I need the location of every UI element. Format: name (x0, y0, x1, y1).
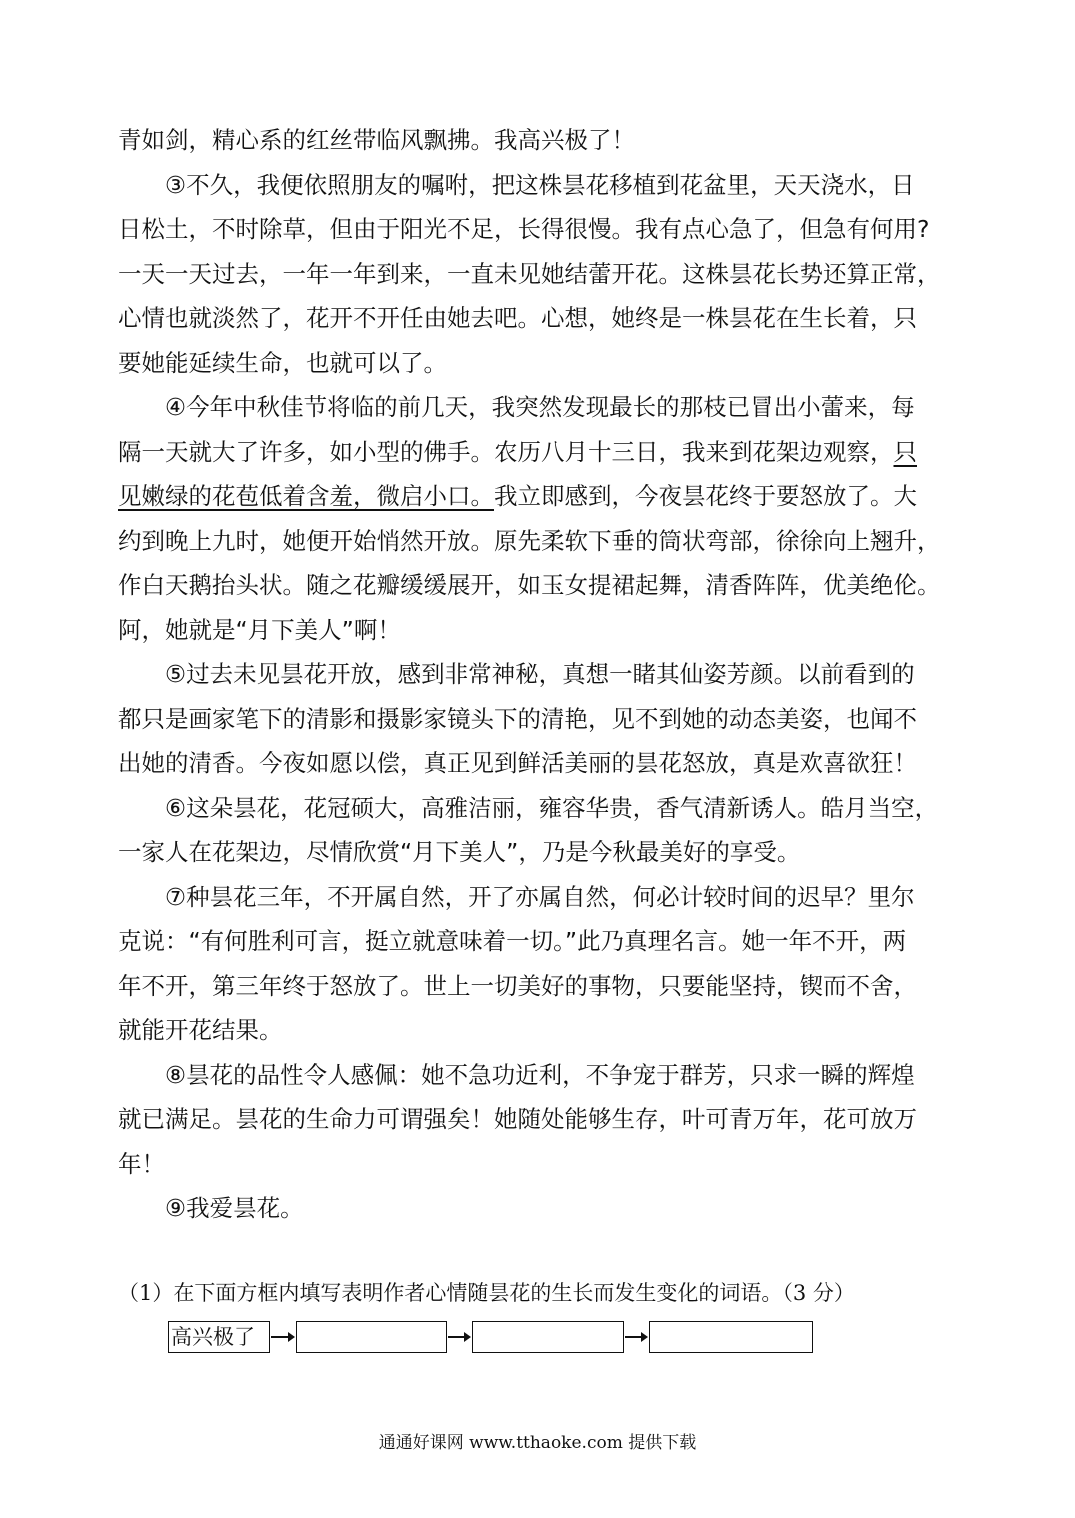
article-body (118, 118, 960, 1231)
paragraph-line: 阿，她就是“月下美人”啊！ (118, 615, 401, 644)
answer-box-1[interactable] (296, 1321, 447, 1353)
paragraph-line: 就能开花结果。 (118, 1016, 283, 1044)
paragraph-line: ⑥这朵昙花，花冠硕大，高雅洁丽，雍容华贵，香气清新诱人。皓月当空， (165, 793, 939, 822)
underlined-sentence: 只 (893, 437, 917, 466)
paragraph-line (118, 474, 960, 519)
paragraph-line: 青如剑，精心系的红丝带临风飘拂。我高兴极了！ (118, 126, 635, 154)
arrow-right-icon (625, 1336, 646, 1338)
paragraph-line: ④今年中秋佳节将临的前几天，我突然发现最长的那枝已冒出小蕾来，每 (165, 393, 915, 421)
question-text: （1）在下面方框内填写表明作者心情随昙花的生长而发生变化的词语。（3 分） (118, 1281, 855, 1305)
paragraph-line: 作白天鹅抬头状。随之花瓣缓缓展开，如玉女提裙起舞，清香阵阵，优美绝伦。 (118, 571, 941, 599)
paragraph-line: 年不开，第三年终于怒放了。世上一切美好的事物，只要能坚持，锲而不舍， (118, 971, 917, 1000)
underlined-sentence: 见嫩绿的花苞低着含羞，微启小口。 (118, 482, 494, 510)
paragraph-line: 约到晚上九时，她便开始悄然开放。原先柔软下垂的筒状弯部，徐徐向上翘升， (118, 526, 941, 555)
paragraph-line: 出她的清香。今夜如愿以偿，真正见到鲜活美丽的昙花怒放，真是欢喜欲狂！ (118, 749, 917, 777)
paragraph-line: ⑨我爱昙花。 (165, 1194, 304, 1222)
paragraph-line: 一家人在花架边，尽情欣赏“月下美人”，乃是今秋最美好的享受。 (118, 838, 801, 866)
paragraph-line: 就已满足。昙花的生命力可谓强矣！她随处能够生存，叶可青万年，花可放万 (118, 1105, 917, 1133)
paragraph-line: 一天一天过去，一年一年到来，一直未见她结蕾开花。这株昙花长势还算正常， (118, 259, 941, 288)
first-mood-box: 高兴极了 (168, 1321, 270, 1353)
answer-flow (168, 1321, 828, 1355)
paragraph-line: ⑤过去未见昙花开放，感到非常神秘，真想一睹其仙姿芳颜。以前看到的 (165, 660, 915, 688)
paragraph-line: 克说：“有何胜利可言，挺立就意味着一切。”此乃真理名言。她一年不开，两 (118, 927, 907, 955)
paragraph-line: 要她能延续生命，也就可以了。 (118, 348, 447, 377)
answer-box-2[interactable] (472, 1321, 624, 1353)
paragraph-line: 年！ (118, 1149, 165, 1178)
arrow-right-icon (271, 1336, 293, 1338)
paragraph-line: 日松土，不时除草，但由于阳光不足，长得很慢。我有点心急了，但急有何用? (118, 215, 930, 243)
text-segment: 隔一天就大了许多，如小型的佛手。农历八月十三日，我来到花架边观察， (118, 437, 894, 466)
page-footer: 通通好课网 www.tthaoke.com 提供下载 (378, 1433, 697, 1453)
paragraph-line: 都只是画家笔下的清影和摄影家镜头下的清艳，见不到她的动态美姿，也闻不 (118, 704, 917, 733)
text-segment: 我立即感到，今夜昙花终于要怒放了。大 (494, 482, 917, 510)
paragraph-line: ⑧昙花的品性令人感佩：她不急功近利，不争宠于群芳，只求一瞬的辉煌 (165, 1060, 915, 1089)
paragraph-line: 心情也就淡然了，花开不开任由她去吧。心想，她终是一株昙花在生长着，只 (118, 304, 917, 332)
answer-box-3[interactable] (649, 1321, 813, 1353)
paragraph-line: ③不久，我便依照朋友的嘱咐，把这株昙花移植到花盆里，天天浇水，日 (165, 170, 915, 199)
paragraph-line (118, 430, 960, 475)
paragraph-line: ⑦种昙花三年，不开属自然，开了亦属自然，何必计较时间的迟早？里尔 (165, 882, 915, 911)
arrow-right-icon (448, 1336, 469, 1338)
